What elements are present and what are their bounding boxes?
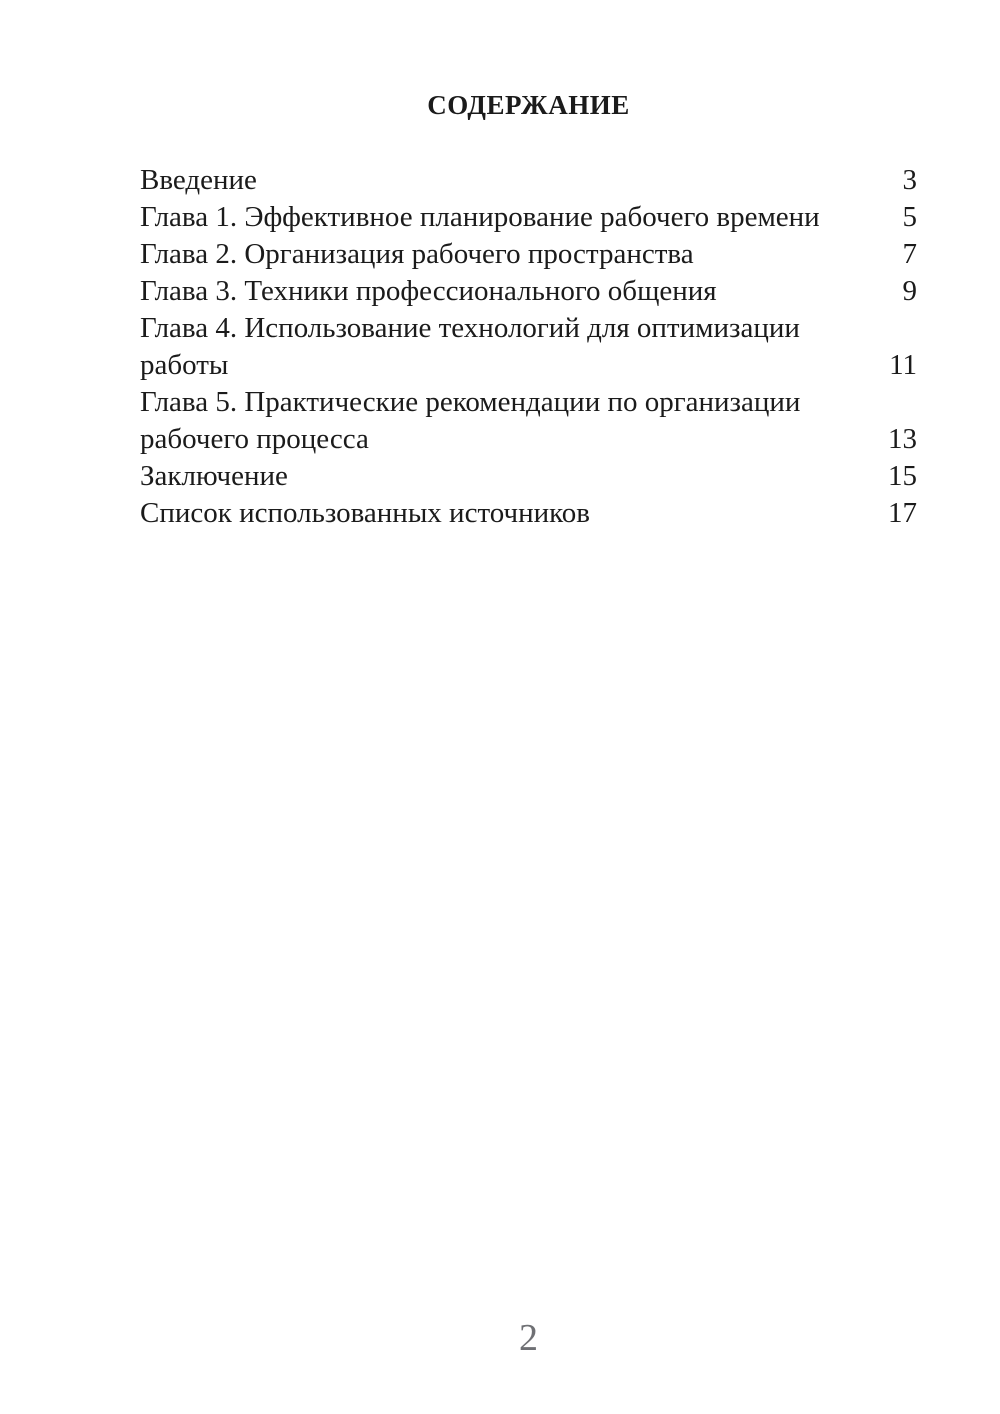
toc-entry-label: Глава 5. Практические рекомендации по организации рабочего процесса	[140, 386, 801, 455]
toc-entry	[140, 310, 917, 384]
toc-entry-label: Глава 4. Использование технологий для оптимизации работы	[140, 312, 800, 381]
toc-entry	[140, 384, 917, 458]
toc-entry-page-number: 9	[902, 275, 917, 307]
toc-entry-page-number: 5	[902, 201, 917, 233]
toc-entry	[140, 162, 917, 199]
toc-entry-page-number: 11	[889, 349, 917, 381]
toc-entry	[140, 236, 917, 273]
toc-entry-page-number: 17	[888, 497, 917, 529]
toc-entry-label: Список использованных источников	[140, 497, 590, 529]
toc-entry	[140, 495, 917, 532]
toc-entry-page-number: 15	[888, 460, 917, 492]
toc-entry	[140, 273, 917, 310]
toc-entry-label: Глава 3. Техники профессионального общения	[140, 275, 717, 307]
toc-title: СОДЕРЖАНИЕ	[427, 90, 630, 120]
toc-entry	[140, 458, 917, 495]
toc-entry-page-number: 7	[902, 238, 917, 270]
page-number-footer: 2	[519, 1317, 538, 1359]
toc-entry-label: Введение	[140, 164, 257, 196]
toc-entry-page-number: 13	[888, 423, 917, 455]
toc-entry-label: Заключение	[140, 460, 288, 492]
toc-entry-label: Глава 2. Организация рабочего пространства	[140, 238, 694, 270]
toc-entry-page-number: 3	[902, 164, 917, 196]
toc-content	[140, 88, 917, 532]
toc-list	[140, 162, 917, 532]
toc-entry	[140, 199, 917, 236]
toc-entry-label: Глава 1. Эффективное планирование рабочего времени	[140, 201, 820, 233]
